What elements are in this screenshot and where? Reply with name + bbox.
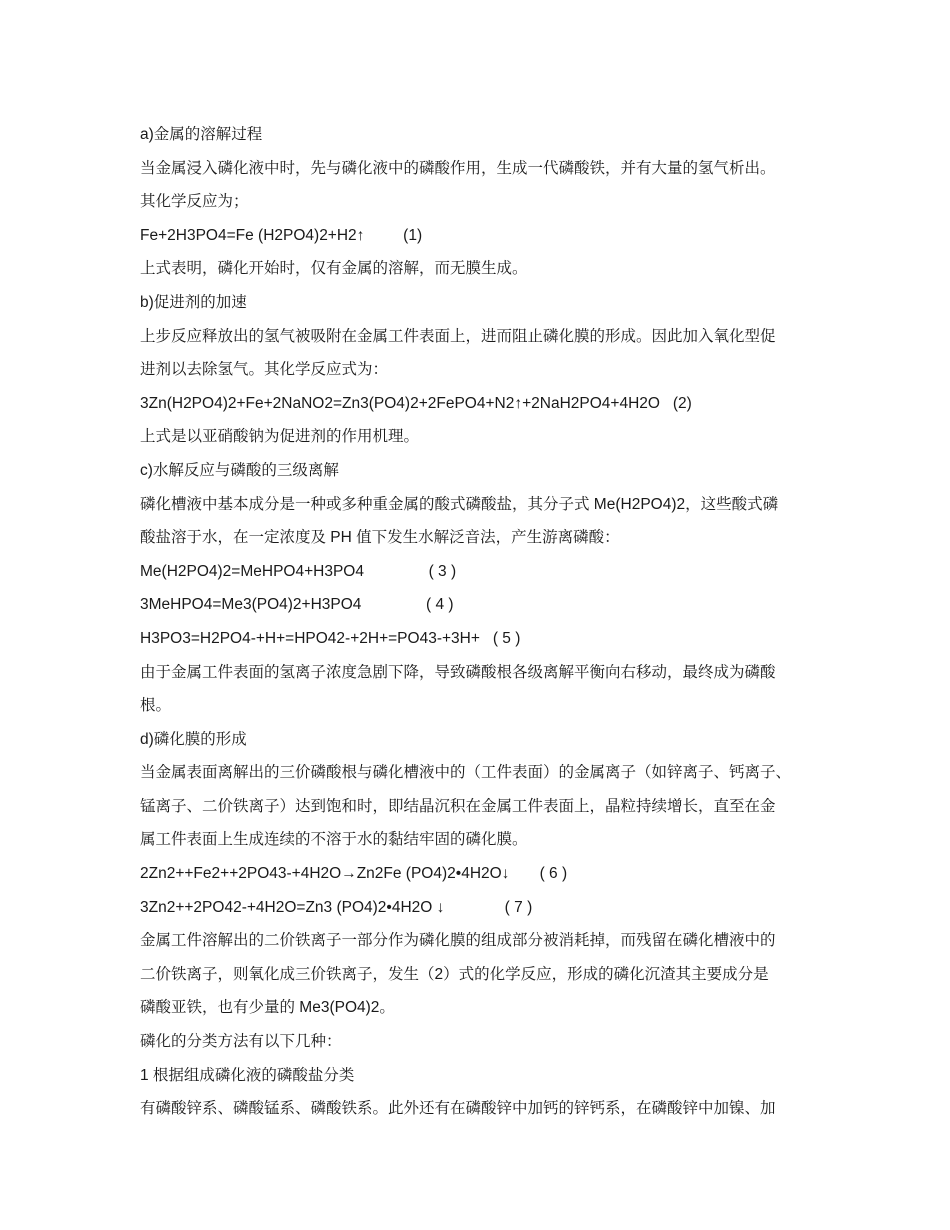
equation-1: Fe+2H3PO4=Fe (H2PO4)2+H2↑ (1)	[140, 226, 423, 244]
paragraph-line: 锰离子、二价铁离子）达到饱和时，即结晶沉积在金属工件表面上，晶粒持续增长，直至在金	[140, 797, 776, 815]
paragraph-line: 磷化槽液中基本成分是一种或多种重金属的酸式磷酸盐，其分子式 Me(H2PO4)2，这些酸式磷	[140, 495, 779, 513]
paragraph-line: 当金属表面离解出的三价磷酸根与磷化槽液中的（工件表面）的金属离子（如锌离子、钙离子、	[140, 764, 792, 782]
equation-2: 3Zn(H2PO4)2+Fe+2NaNO2=Zn3(PO4)2+2FePO4+N2↑+2NaH2PO4+4H2O (2)	[140, 394, 692, 412]
paragraph-line: 由于金属工件表面的氢离子浓度急剧下降，导致磷酸根各级离解平衡向右移动，最终成为磷酸	[140, 663, 776, 681]
paragraph-line: 酸盐溶于水，在一定浓度及 PH 值下发生水解泛音法，产生游离磷酸：	[140, 529, 620, 547]
equation-4: 3MeHPO4=Me3(PO4)2+H3PO4 ( 4 )	[140, 596, 454, 614]
equation-3: Me(H2PO4)2=MeHPO4+H3PO4 ( 3 )	[140, 562, 457, 580]
paragraph-line: 当金属浸入磷化液中时，先与磷化液中的磷酸作用，生成一代磷酸铁，并有大量的氢气析出。	[140, 159, 776, 177]
paragraph-line: 上式是以亚硝酸钠为促进剂的作用机理。	[140, 428, 420, 446]
paragraph-line: 有磷酸锌系、磷酸锰系、磷酸铁系。此外还有在磷酸锌中加钙的锌钙系，在磷酸锌中加镍、加	[140, 1100, 776, 1118]
section-heading-d: d)磷化膜的形成	[140, 730, 247, 748]
equation-7: 3Zn2++2PO42-+4H2O=Zn3 (PO4)2•4H2O ↓ ( 7 )	[140, 898, 533, 916]
section-heading-b: b)促进剂的加速	[140, 293, 247, 311]
paragraph-line: 上步反应释放出的氢气被吸附在金属工件表面上，进而阻止磷化膜的形成。因此加入氧化型促	[140, 327, 776, 345]
equation-5: H3PO3=H2PO4-+H+=HPO42-+2H+=PO43-+3H+ ( 5 )	[140, 629, 521, 647]
section-heading-c: c)水解反应与磷酸的三级离解	[140, 461, 339, 479]
paragraph-line: 属工件表面上生成连续的不溶于水的黏结牢固的磷化膜。	[140, 831, 528, 849]
paragraph-line: 进剂以去除氢气。其化学反应式为：	[140, 361, 389, 379]
paragraph-line: 磷酸亚铁，也有少量的 Me3(PO4)2。	[140, 999, 395, 1017]
paragraph-line: 上式表明，磷化开始时，仅有金属的溶解，而无膜生成。	[140, 260, 528, 278]
paragraph-line: 其化学反应为；	[140, 193, 249, 211]
subsection-heading: 1 根据组成磷化液的磷酸盐分类	[140, 1066, 355, 1084]
paragraph-line: 二价铁离子，则氧化成三价铁离子，发生（2）式的化学反应，形成的磷化沉渣其主要成分是	[140, 965, 769, 983]
paragraph-line: 根。	[140, 697, 172, 715]
document-body	[140, 118, 820, 1126]
equation-6: 2Zn2++Fe2++2PO43-+4H2O→Zn2Fe (PO4)2•4H2O↓ ( 6 )	[140, 865, 568, 883]
section-heading-a: a)金属的溶解过程	[140, 126, 263, 143]
paragraph-line: 磷化的分类方法有以下几种：	[140, 1033, 342, 1051]
paragraph-line: 金属工件溶解出的二价铁离子一部分作为磷化膜的组成部分被消耗掉，而残留在磷化槽液中的	[140, 932, 776, 950]
